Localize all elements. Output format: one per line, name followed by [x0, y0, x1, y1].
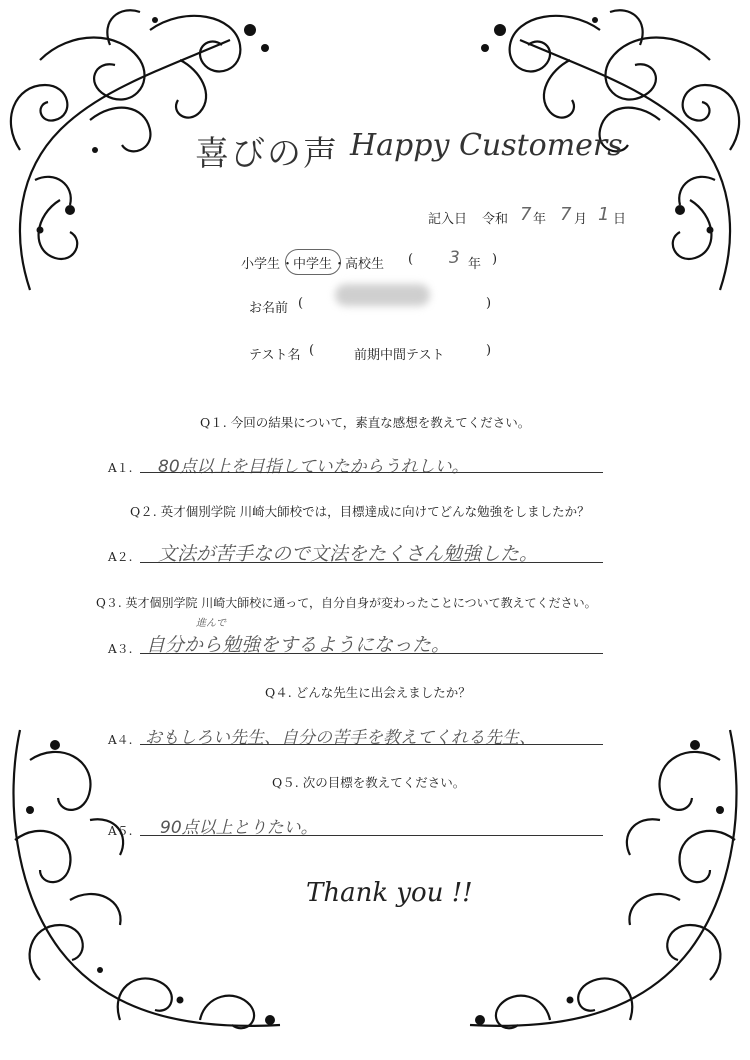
- date-era: 令和: [482, 212, 509, 227]
- title-japanese: 喜びの声: [195, 134, 339, 174]
- title-english: Happy Customers: [350, 128, 623, 163]
- date-day-value: 1: [598, 204, 610, 225]
- grade-open-paren: (: [408, 252, 414, 267]
- date-day-unit: 日: [613, 212, 627, 227]
- redacted-name: [335, 284, 430, 306]
- name-open-paren: (: [298, 296, 304, 311]
- test-open-paren: (: [309, 343, 315, 358]
- question-4: Q４. どんな先生に出会えましたか？: [265, 685, 471, 700]
- date-year-unit: 年: [533, 212, 547, 227]
- bottom-right-ornament: [460, 720, 750, 1060]
- answer-4-line: [140, 744, 603, 745]
- answer-3-annotation: 進んで: [196, 618, 226, 629]
- thank-you-text: Thank you !!: [306, 878, 473, 908]
- answer-1-text: 80点以上を目指していたからうれしい。: [158, 457, 469, 477]
- grade-option-elementary: 小学生: [241, 257, 281, 272]
- answer-5-label: A５.: [108, 824, 133, 838]
- date-month-value: 7: [560, 204, 572, 225]
- grade-option-junior-high: 中学生: [293, 257, 333, 272]
- question-1: Q１. 今回の結果について，素直な感想を教えてください。: [200, 415, 531, 430]
- answer-1-line: [140, 472, 603, 473]
- answer-2-label: A２.: [108, 550, 133, 564]
- grade-close-paren: ): [492, 252, 498, 267]
- answer-4-text: おもしろい先生、自分の苦手を教えてくれる先生、: [145, 728, 536, 748]
- question-5: Q５. 次の目標を教えてください。: [272, 775, 466, 790]
- grade-separator: ・: [281, 257, 295, 272]
- date-label: 記入日: [428, 212, 468, 227]
- answer-3-text: 自分から勉強をするようになった。: [146, 634, 451, 656]
- answer-5-line: [140, 835, 603, 836]
- grade-value: 3: [449, 248, 460, 268]
- test-label: テスト名: [249, 348, 301, 363]
- bottom-left-ornament: [0, 720, 290, 1060]
- name-close-paren: ): [486, 296, 492, 311]
- question-2: Q２. 英才個別学院 川崎大師校では，目標達成に向けてどんな勉強をしましたか？: [130, 504, 590, 519]
- answer-2-line: [140, 562, 603, 563]
- answer-3-label: A３.: [108, 642, 133, 656]
- grade-unit: 年: [468, 257, 482, 272]
- answer-4-label: A４.: [108, 733, 133, 747]
- grade-option-high: 高校生: [345, 257, 385, 272]
- test-close-paren: ): [486, 343, 492, 358]
- question-3: Q３. 英才個別学院 川崎大師校に通って，自分自身が変わったことについて教えてください。: [96, 596, 597, 610]
- grade-separator: ・: [333, 257, 347, 272]
- date-month-unit: 月: [574, 212, 588, 227]
- date-year-value: 7: [520, 204, 532, 225]
- name-label: お名前: [249, 301, 289, 316]
- answer-2-text: 文法が苦手なので文法をたくさん勉強した。: [158, 543, 539, 565]
- answer-5-text: 90点以上とりたい。: [160, 818, 318, 838]
- test-value: 前期中間テスト: [354, 348, 445, 363]
- answer-3-line: [140, 653, 603, 654]
- answer-1-label: A１.: [108, 461, 133, 475]
